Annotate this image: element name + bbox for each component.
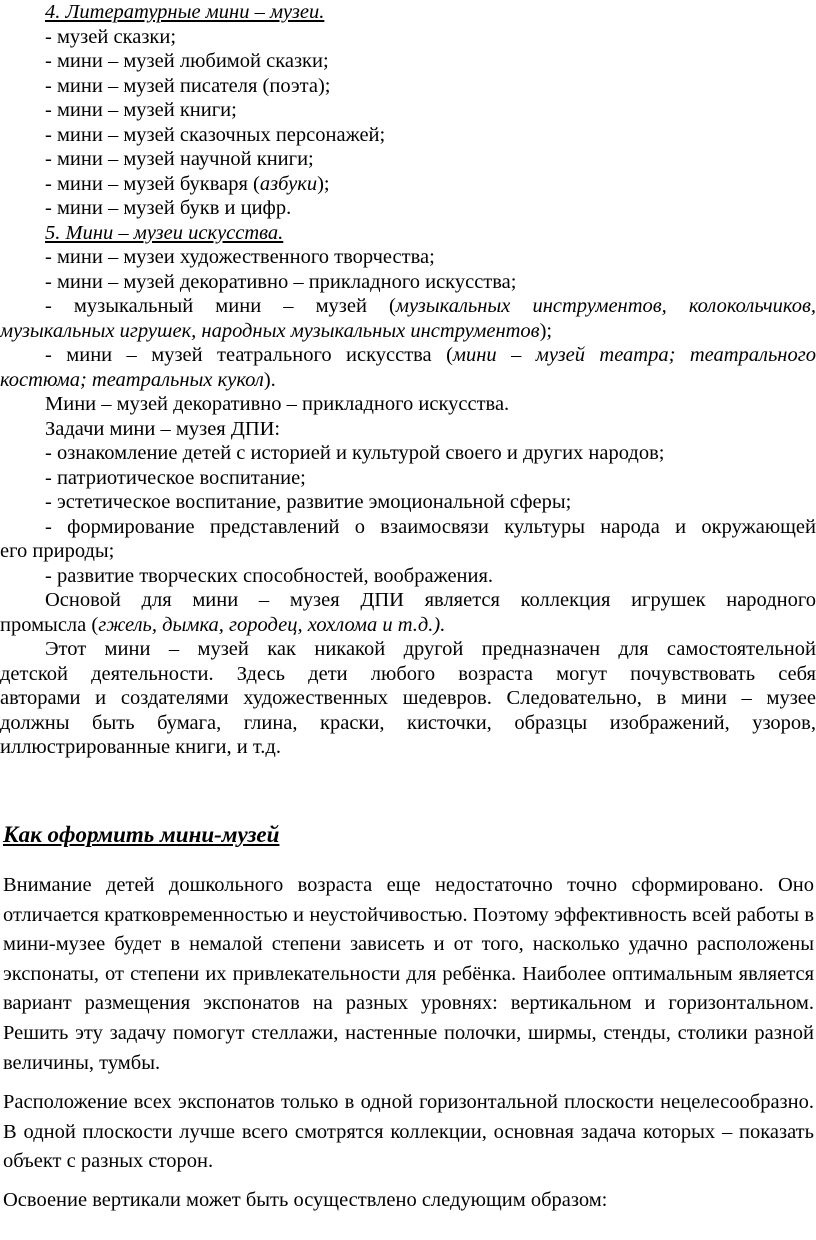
list-item: - мини – музей научной книги; bbox=[45, 148, 314, 170]
list-item: - патриотическое воспитание; bbox=[45, 466, 306, 489]
section-heading: Как оформить мини-музей bbox=[3, 822, 280, 847]
dpi-tasks-label: Задачи мини – музея ДПИ: bbox=[45, 417, 281, 440]
paragraph: Освоение вертикали может быть осуществлено следующим образом: bbox=[3, 1189, 608, 1211]
list-item: - эстетическое воспитание, развитие эмоциональной сферы; bbox=[45, 491, 572, 513]
dpi-paragraph-line: должны быть бумага, глина, краски, кисточки, образцы изображений, узоров, bbox=[0, 711, 816, 734]
list-item-continuation: его природы; bbox=[0, 540, 115, 562]
list-item: - мини – музей любимой сказки; bbox=[45, 50, 329, 72]
list-item-continuation: костюма; театральных кукол). bbox=[0, 368, 276, 391]
list-item: - формирование представлений о взаимосвязи культуры народа и окружающей bbox=[45, 515, 816, 538]
list-item: - мини – музей сказочных персонажей; bbox=[45, 123, 386, 146]
dpi-title: Мини – музей декоративно – прикладного искусства. bbox=[45, 393, 510, 415]
list-item: - мини – музей книги; bbox=[45, 99, 237, 121]
list-item-continuation: музыкальных игрушек, народных музыкальных инструментов); bbox=[0, 319, 553, 342]
list-item: - мини – музей букваря (азбуки); bbox=[45, 172, 330, 195]
list-item: - музыкальный мини – музей (музыкальных инструментов, колокольчиков, bbox=[45, 295, 816, 317]
dpi-basis-continuation: промысла (гжель, дымка, городец, хохлома и т.д.). bbox=[0, 613, 446, 636]
list-item: - мини – музей букв и цифр. bbox=[45, 197, 292, 219]
dpi-paragraph-line: авторами и создателями художественных шедевров. Следовательно, в мини – музее bbox=[0, 687, 816, 709]
list-item: - мини – музей театрального искусства (мини – музей театра; театрального bbox=[45, 344, 816, 366]
dpi-paragraph-line: иллюстрированные книги, и т.д. bbox=[0, 736, 281, 758]
list-item: - развитие творческих способностей, воображения. bbox=[45, 564, 494, 587]
paragraph: Внимание детей дошкольного возраста еще недостаточно точно сформировано. Оно отличается кратковременностью и неустойчивостью. Поэтому эффективность всей работы в мини-музее будет в немалой степени зависеть и от того, насколько удачно расположены экспонаты, от степени их привлекательности для ребёнка. Наиболее оптимальным является вариант размещения экспонатов на разных уровнях: вертикальном и горизонтальном. Решить эту задачу помогут стеллажи, настенные полочки, ширмы, стенды, столики разной величины, тумбы. bbox=[3, 874, 814, 1074]
dpi-paragraph-line: детской деятельности. Здесь дети любого возраста могут почувствовать себя bbox=[0, 662, 816, 685]
list-item: - ознакомление детей с историей и культурой своего и других народов; bbox=[45, 442, 665, 464]
dpi-paragraph-line: Этот мини – музей как никакой другой предназначен для самостоятельной bbox=[45, 638, 816, 660]
list-item: - мини – музей декоративно – прикладного искусства; bbox=[45, 270, 517, 293]
section5-title: 5. Мини – музеи искусства. bbox=[45, 221, 284, 244]
list-item: - мини – музеи художественного творчества; bbox=[45, 246, 435, 268]
section4-title: 4. Литературные мини – музеи. bbox=[45, 1, 325, 23]
list-item: - музей сказки; bbox=[45, 25, 177, 48]
dpi-basis: Основой для мини – музея ДПИ является коллекция игрушек народного bbox=[45, 589, 816, 611]
paragraph: Расположение всех экспонатов только в одной горизонтальной плоскости нецелесообразно. В одной плоскости лучше всего смотрятся коллекции, основная задача которых – показать объект с разных сторон. bbox=[3, 1091, 814, 1173]
list-item: - мини – музей писателя (поэта); bbox=[45, 74, 331, 97]
